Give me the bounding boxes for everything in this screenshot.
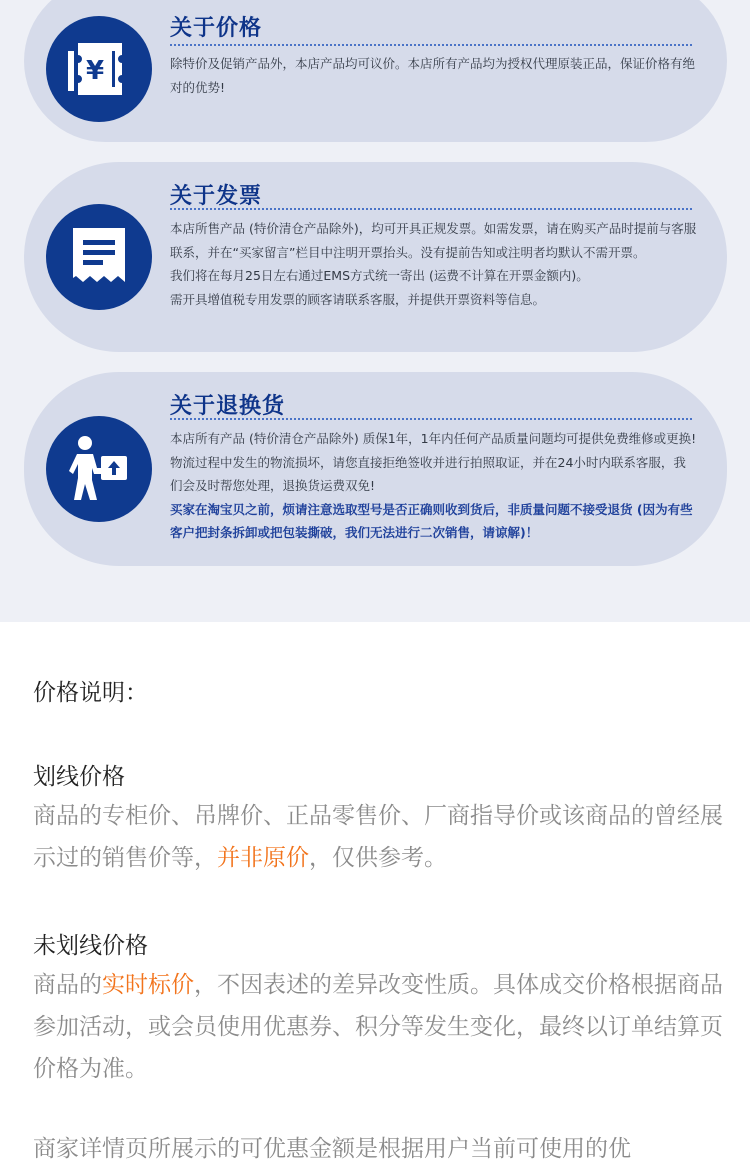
card-title: 关于价格 [170, 16, 263, 41]
card-text: 我们将在每月25日左右通过EMS方式统一寄出 (运费不计算在开票金额内)。 [170, 268, 589, 283]
price-explanation-section [0, 622, 750, 1161]
divider [170, 208, 692, 210]
price-policy-card [24, 0, 727, 142]
non-strike-price-title: 未划线价格 [33, 933, 148, 959]
strike-price-title: 划线价格 [33, 764, 125, 790]
card-text: 本店所售产品 (特价清仓产品除外)，均可开具正规发票。如需发票，请在购买产品时提前与客服联系，并在“买家留言”栏目中注明开票抬头。没有提前告知或注明者均默认不需开票。 [170, 221, 697, 260]
card-text: 除特价及促销产品外，本店产品均可议价。本店所有产品均为授权代理原装正品，保证价格有绝对的优势! [170, 56, 696, 95]
strike-price-text: 商品的专柜价、吊牌价、正品零售价、厂商指导价或该商品的曾经展示过的销售价等，并非原价，仅供参考。 [33, 803, 723, 871]
divider [170, 418, 692, 420]
emphasis-text: 并非原价 [217, 845, 309, 871]
card-highlight-text: 买家在淘宝贝之前，烦请注意选取型号是否正确则收到货后，非质量问题不接受退货 (因为有些客户把封条拆卸或把包装撕破，我们无法进行二次销售，请谅解)！ [170, 501, 693, 540]
divider [170, 44, 692, 46]
price-ticket-icon [46, 16, 152, 122]
card-title: 关于退换货 [170, 394, 286, 419]
card-text: 本店所有产品 (特价清仓产品除外) 质保1年，1年内任何产品质量问题均可提供免费维修或更换!物流过程中发生的物流损坏，请您直接拒绝签收并进行拍照取证，并在24小时内联系客服，我们会及时帮您处理，退换货运费双免! [170, 431, 697, 493]
svg-text:¥: ¥ [85, 56, 105, 86]
return-policy-card [24, 372, 727, 566]
discount-note-text: 商家详情页所展示的可优惠金额是根据用户当前可使用的优 [33, 1136, 631, 1162]
invoice-policy-card [24, 162, 727, 352]
price-info-heading: 价格说明： [33, 680, 148, 706]
invoice-icon [46, 204, 152, 310]
card-body [170, 427, 698, 545]
non-strike-price-text: 商品的实时标价，不因表述的差异改变性质。具体成交价格根据商品参加活动，或会员使用优惠券、积分等发生变化，最终以订单结算页价格为准。 [33, 972, 723, 1082]
card-text: 需开具增值税专用发票的顾客请联系客服，并提供开票资料等信息。 [170, 291, 546, 307]
return-delivery-icon [46, 416, 152, 522]
card-body [170, 217, 698, 311]
emphasis-text: 实时标价 [102, 972, 194, 998]
card-body [170, 52, 698, 99]
card-title: 关于发票 [170, 184, 263, 209]
